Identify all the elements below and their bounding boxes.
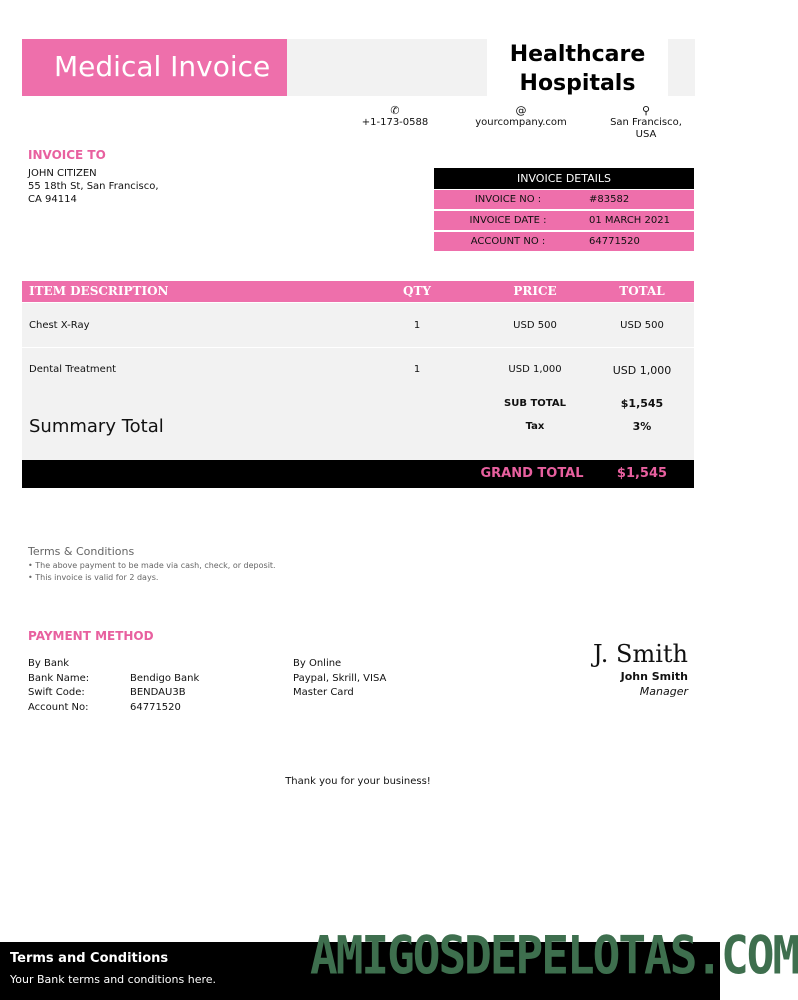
terms-line: • The above payment to be made via cash, check, or deposit.	[28, 561, 276, 570]
header-total: TOTAL	[619, 284, 665, 298]
tax-value: 3%	[632, 420, 652, 433]
detail-value: 64771520	[589, 236, 640, 247]
customer-address-1: 55 18th St, San Francisco,	[28, 181, 159, 192]
bank-heading: By Bank	[28, 658, 70, 669]
watermark: AMIGOSDEPELOTAS.COM	[310, 924, 798, 987]
contact-location	[603, 104, 689, 141]
header-price: PRICE	[513, 284, 557, 298]
item-description: Chest X-Ray	[29, 320, 90, 331]
contact-email	[466, 104, 576, 129]
grand-total-bar	[22, 460, 694, 488]
invoice-details-row	[434, 232, 694, 251]
item-qty: 1	[413, 320, 421, 331]
company-name	[487, 40, 668, 98]
customer-name: JOHN CITIZEN	[28, 168, 97, 179]
terms-title: Terms & Conditions	[28, 545, 135, 558]
swift-value: BENDAU3B	[130, 687, 186, 698]
header-qty: QTY	[403, 284, 431, 298]
bank-name-label: Bank Name:	[28, 672, 90, 684]
invoice-details-row	[434, 211, 694, 230]
bank-name-value: Bendigo Bank	[130, 672, 200, 684]
detail-value: 01 MARCH 2021	[589, 215, 670, 226]
contact-phone-text: +1-173-0588	[361, 117, 429, 128]
footer-title: Terms and Conditions	[10, 951, 169, 966]
grand-total-label: GRAND TOTAL	[480, 466, 584, 481]
customer-address-2: CA 94114	[28, 194, 77, 205]
grand-total-value: $1,545	[616, 466, 668, 481]
signer-name: John Smith	[620, 670, 688, 683]
terms-line: • This invoice is valid for 2 days.	[28, 573, 159, 582]
thank-you-note: Thank you for your business!	[285, 776, 431, 787]
invoice-details-row	[434, 190, 694, 209]
online-line-1: Paypal, Skrill, VISA	[293, 672, 387, 684]
detail-key: ACCOUNT NO :	[470, 236, 546, 247]
detail-key: INVOICE DATE :	[469, 215, 547, 226]
swift-label: Swift Code:	[28, 687, 85, 698]
title-bar	[22, 39, 287, 96]
company-name-line1: Healthcare	[509, 42, 646, 67]
item-price: USD 1,000	[508, 364, 562, 375]
account-value: 64771520	[130, 701, 181, 713]
signature: J. Smith	[593, 640, 688, 668]
subtotal-value: $1,545	[620, 397, 664, 410]
location-pin-icon: ⚲	[641, 104, 651, 117]
contact-location-text: San Francisco,	[610, 117, 682, 128]
online-payment	[293, 657, 386, 701]
invoice-to-label: INVOICE TO	[28, 148, 106, 162]
item-qty: 1	[413, 364, 421, 375]
header-description: ITEM DESCRIPTION	[29, 284, 169, 298]
invoice-details-heading: INVOICE DETAILS	[434, 168, 694, 189]
table-header	[22, 281, 694, 302]
summary-panel	[22, 392, 694, 460]
online-line-2: Master Card	[293, 687, 354, 698]
item-description: Dental Treatment	[29, 364, 117, 375]
invoice-title: Medical Invoice	[54, 50, 271, 83]
online-heading: By Online	[293, 658, 342, 669]
summary-label: Summary Total	[29, 416, 164, 437]
phone-icon: ✆	[390, 104, 400, 117]
contact-location-text2: USA	[635, 129, 657, 140]
company-name-line2: Hospitals	[519, 71, 636, 96]
detail-key: INVOICE NO :	[474, 194, 542, 205]
account-label: Account No:	[28, 701, 89, 713]
bank-labels	[28, 657, 89, 715]
item-total: USD 1,000	[612, 364, 672, 377]
detail-value: #83582	[589, 194, 630, 205]
item-price: USD 500	[513, 320, 557, 331]
item-total: USD 500	[620, 320, 664, 331]
signer-role: Manager	[639, 685, 688, 698]
table-row	[22, 303, 694, 347]
bank-values	[130, 672, 199, 716]
subtotal-label: SUB TOTAL	[504, 398, 566, 409]
tax-label: Tax	[525, 421, 545, 432]
at-icon: @	[515, 104, 527, 117]
payment-method-title: PAYMENT METHOD	[28, 629, 154, 643]
footer-text: Your Bank terms and conditions here.	[10, 973, 217, 986]
contact-email-text: yourcompany.com	[475, 117, 567, 128]
contact-phone	[360, 104, 430, 129]
table-row	[22, 348, 694, 392]
